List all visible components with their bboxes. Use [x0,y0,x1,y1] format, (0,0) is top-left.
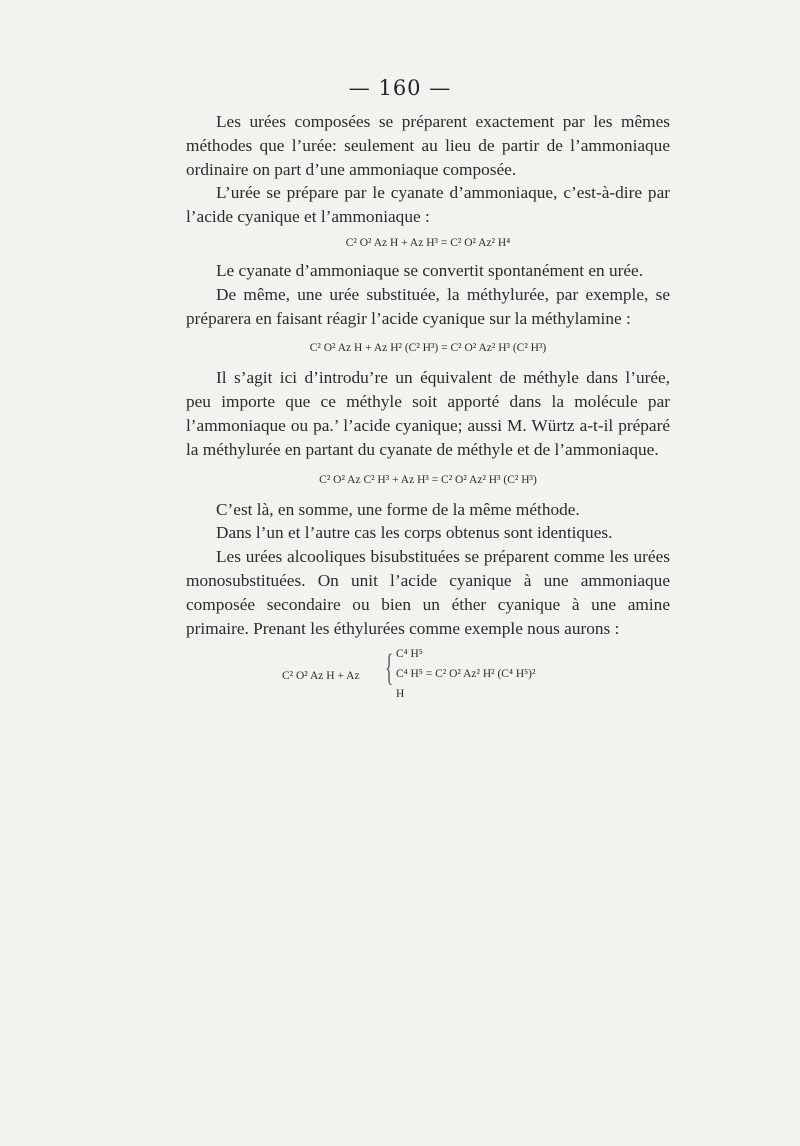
paragraph-8: Les urées alcooliques bisubstituées se préparent comme les urées monosubstituées. On unit l’acide cyanique à une ammoniaque composée secondaire ou bien un éther cyanique à une amine primaire. Prenant les éthylurées comme exemple nous aurons : [186,547,670,638]
formula-4-left: C² O² Az H + Az [282,670,360,683]
formula-4-mid: C⁴ H⁵ = C² O² Az² H² (C⁴ H⁵)² [396,668,536,681]
paragraph-7: Dans l’un et l’autre cas les corps obtenus sont identiques. [216,523,613,543]
brace-icon: { [385,647,394,690]
formula-1: C² O² Az H + Az H³ = C² O² Az² H⁴ [345,236,511,249]
page-body [186,110,670,710]
formula-2: C² O² Az H + Az H² (C² H³) = C² O² Az² H³ (C² H³) [309,342,547,355]
formula-4-top: C⁴ H⁵ [396,648,423,661]
paragraph-5: Il s’agit ici d’introdu’re un équivalent de méthyle dans l’urée, peu importe que ce méthyle soit apporté dans la molécule par l’ammoniaque ou pa.’ l’acide cyanique; aussi M. Würtz a-t-il préparé la méthylurée en partant du cyanate de méthyle et de l’ammoniaque. [186,368,670,459]
paragraph-1: Les urées composées se préparent exactement par les mêmes méthodes que l’urée: seulement au lieu de partir de l’ammoniaque ordinaire on part d’une ammoniaque composée. [186,112,670,179]
page-number: — 160 — [348,76,452,100]
formula-3: C² O² Az C² H³ + Az H³ = C² O² Az² H³ (C² H³) [319,473,537,486]
paragraph-6: C’est là, en somme, une forme de la même méthode. [216,499,580,519]
formula-4 [186,646,670,710]
formula-4-bot: H [396,688,405,701]
paragraph-4: De même, une urée substituée, la méthylurée, par exemple, se préparera en faisant réagir l’acide cyanique sur la méthylamine : [186,284,670,328]
paragraph-3: Le cyanate d’ammoniaque se convertit spontanément en urée. [216,260,644,280]
formula-4-right [396,646,535,706]
paragraph-2: L’urée se prépare par le cyanate d’ammoniaque, c’est-à-dire par l’acide cyanique et l’ammoniaque : [186,183,670,227]
